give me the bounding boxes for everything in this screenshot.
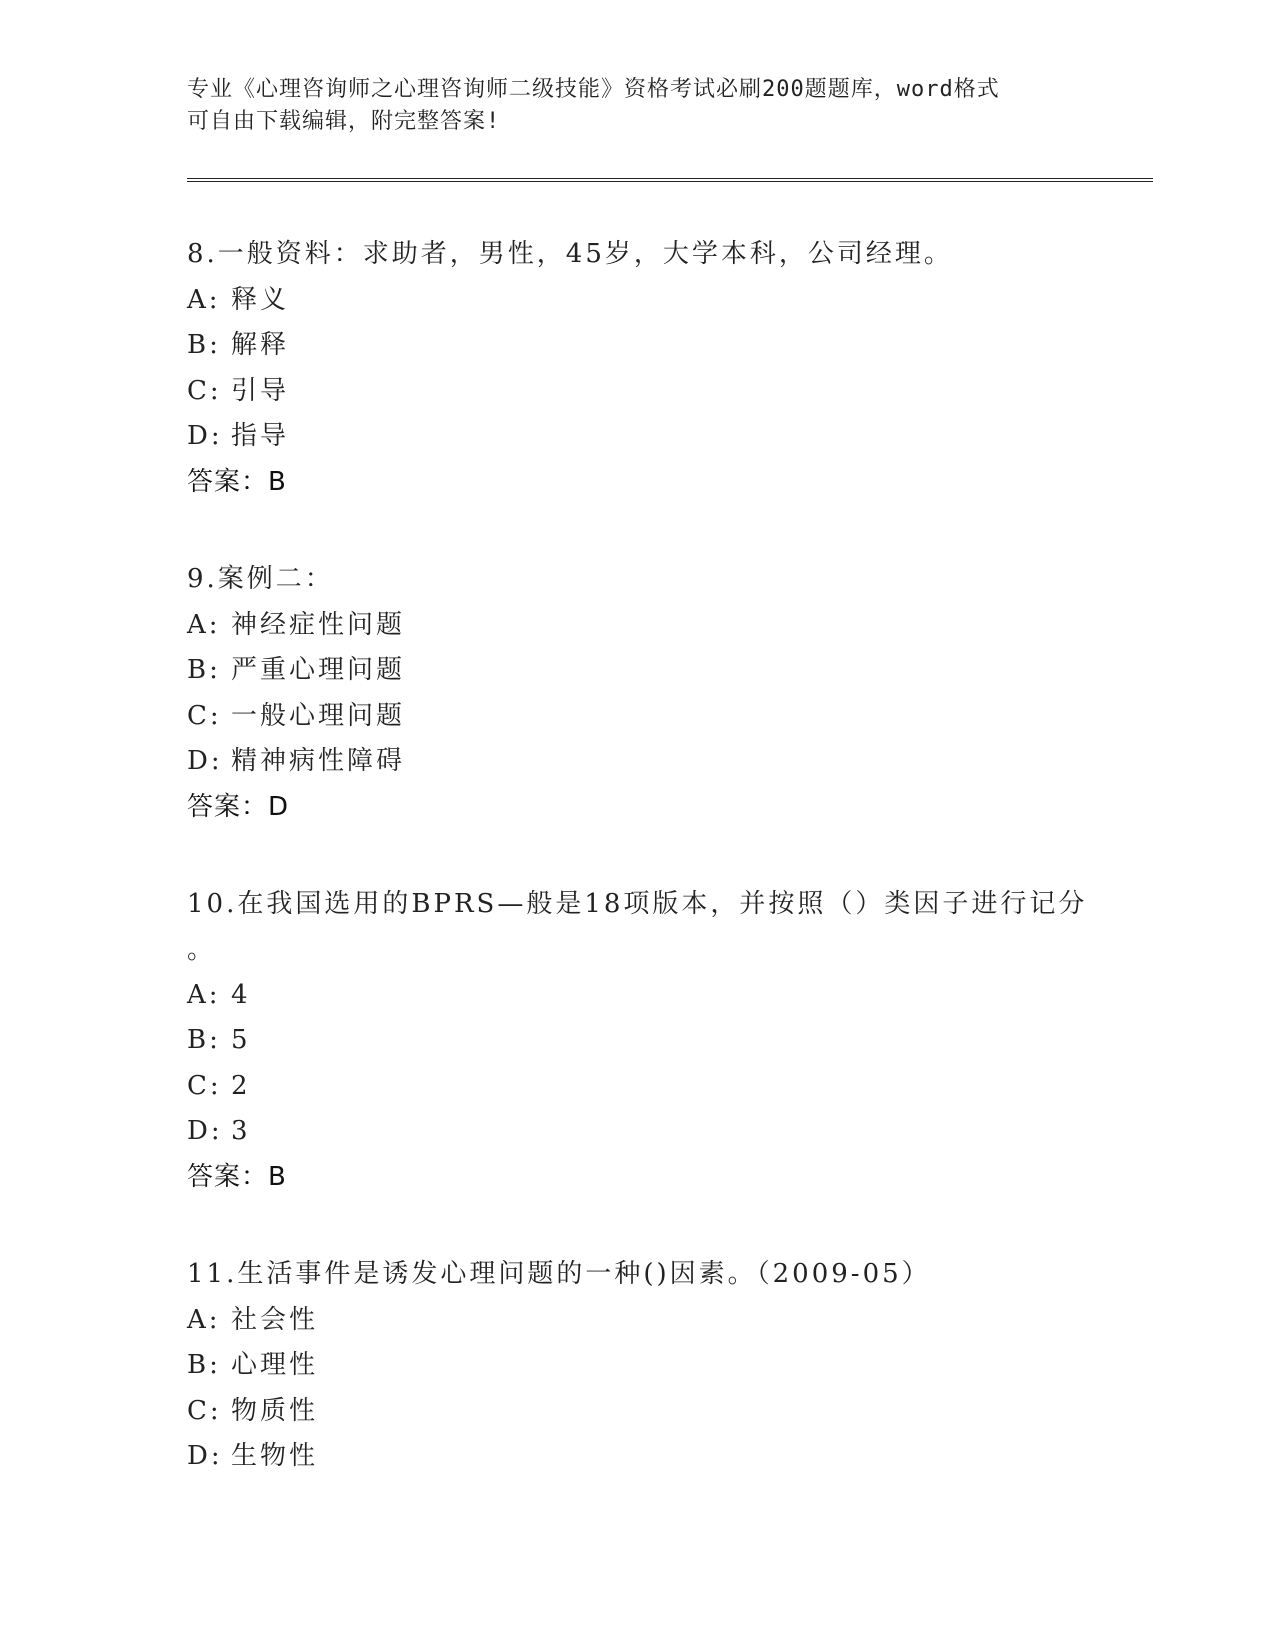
- option-text: 神经症性问题: [231, 609, 406, 640]
- option-a: [187, 603, 1087, 649]
- answer-line: 答案：D: [187, 791, 290, 822]
- question-stem: 8.一般资料：求助者，男性，45岁，大学本科，公司经理。: [187, 239, 953, 269]
- option-text: 2: [231, 1070, 251, 1101]
- option-key: B:: [187, 1025, 221, 1055]
- option-d: [187, 414, 1087, 460]
- option-b: [187, 1343, 1087, 1389]
- option-b: [187, 323, 1087, 369]
- option-text: 4: [231, 979, 251, 1010]
- option-b: [187, 1018, 1087, 1064]
- option-key: C:: [187, 375, 222, 406]
- header-line-2: 可自由下载编辑，附完整答案!: [187, 109, 501, 134]
- option-key: D:: [187, 1441, 223, 1471]
- option-a: [187, 278, 1087, 324]
- option-a: [187, 973, 1087, 1019]
- option-d: [187, 1434, 1087, 1480]
- option-key: B:: [187, 1350, 221, 1380]
- question-stem-continuation: 。: [187, 934, 214, 965]
- question-10: [187, 882, 1087, 1200]
- option-c: [187, 1064, 1087, 1110]
- option-text: 引导: [231, 375, 290, 406]
- option-text: 一般心理问题: [231, 700, 406, 731]
- option-text: 精神病性障碍: [231, 746, 406, 776]
- option-key: C:: [187, 700, 222, 731]
- option-key: C:: [187, 1070, 222, 1101]
- option-text: 释义: [231, 284, 290, 315]
- option-key: D:: [187, 1116, 223, 1146]
- option-a: [187, 1298, 1087, 1344]
- option-text: 心理性: [231, 1350, 319, 1380]
- option-key: B:: [187, 330, 221, 360]
- answer-line: 答案：B: [187, 466, 287, 497]
- option-key: A:: [187, 979, 221, 1010]
- option-key: B:: [187, 655, 221, 685]
- option-key: A:: [187, 284, 221, 315]
- option-text: 指导: [231, 421, 290, 451]
- option-text: 5: [231, 1025, 251, 1055]
- option-text: 解释: [231, 330, 290, 360]
- option-b: [187, 648, 1087, 694]
- option-key: A:: [187, 609, 221, 640]
- document-header: [187, 74, 1087, 138]
- header-divider: [187, 178, 1153, 182]
- question-stem: 9.案例二：: [187, 564, 334, 594]
- option-c: [187, 369, 1087, 415]
- option-key: C:: [187, 1395, 222, 1426]
- option-key: D:: [187, 746, 223, 776]
- question-9: [187, 557, 1087, 830]
- option-key: D:: [187, 421, 223, 451]
- option-c: [187, 694, 1087, 740]
- option-text: 社会性: [231, 1304, 319, 1335]
- option-text: 生物性: [231, 1441, 319, 1471]
- question-11: [187, 1252, 1087, 1480]
- header-line-1: 专业《心理咨询师之心理咨询师二级技能》资格考试必刷200题题库，word格式: [187, 77, 1000, 102]
- option-text: 物质性: [231, 1395, 319, 1426]
- question-8: [187, 232, 1087, 505]
- option-d: [187, 739, 1087, 785]
- question-stem: 10.在我国选用的BPRS—般是18项版本，并按照（）类因子进行记分: [187, 889, 1088, 919]
- question-list: [187, 232, 1087, 1532]
- answer-line: 答案：B: [187, 1161, 287, 1192]
- option-text: 3: [231, 1116, 251, 1146]
- question-stem: 11.生活事件是诱发心理问题的一种()因素。（2009-05）: [187, 1259, 931, 1289]
- option-key: A:: [187, 1304, 221, 1335]
- option-c: [187, 1389, 1087, 1435]
- option-text: 严重心理问题: [231, 655, 406, 685]
- option-d: [187, 1109, 1087, 1155]
